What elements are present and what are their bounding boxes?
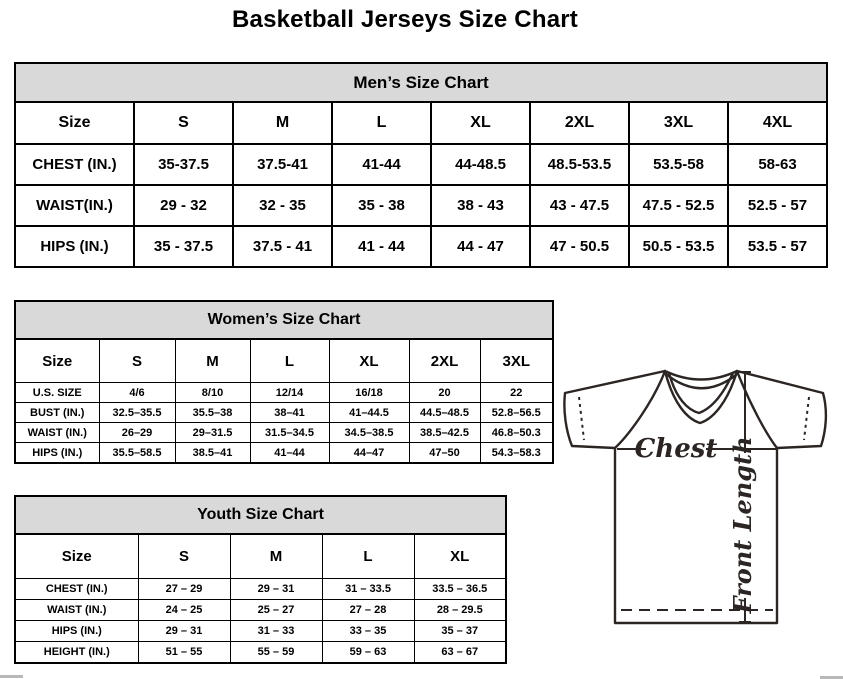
table-row (15, 600, 506, 621)
size-cell: 4/6 (99, 383, 175, 403)
youth-chart-header-band (15, 496, 506, 534)
table-row (15, 226, 827, 267)
size-cell: 41 - 44 (332, 226, 431, 267)
size-cell: 52.8–56.5 (480, 403, 553, 423)
row-label: CHEST (IN.) (15, 144, 134, 185)
size-cell: 24 – 25 (138, 600, 230, 621)
youth-size-chart-table (14, 495, 507, 664)
mens-chart-header-band (15, 63, 827, 102)
mens-col-3xl: 3XL (629, 102, 728, 144)
size-cell: 33.5 – 36.5 (414, 579, 506, 600)
size-cell: 54.3–58.3 (480, 443, 553, 464)
row-label: WAIST(IN.) (15, 185, 134, 226)
youth-col-m: M (230, 534, 322, 579)
size-cell: 29 – 31 (138, 621, 230, 642)
mens-col-s: S (134, 102, 233, 144)
womens-size-chart-table (14, 300, 554, 464)
row-label: HIPS (IN.) (15, 226, 134, 267)
size-cell: 37.5-41 (233, 144, 332, 185)
size-cell: 47–50 (409, 443, 480, 464)
size-cell: 63 – 67 (414, 642, 506, 664)
size-cell: 32.5–35.5 (99, 403, 175, 423)
womens-col-2xl: 2XL (409, 339, 480, 383)
jersey-diagram (555, 358, 843, 643)
size-cell: 33 – 35 (322, 621, 414, 642)
table-row (15, 144, 827, 185)
womens-col-s: S (99, 339, 175, 383)
jersey-right-seam (737, 371, 777, 448)
table-row (15, 383, 553, 403)
size-cell: 50.5 - 53.5 (629, 226, 728, 267)
table-row (15, 642, 506, 664)
size-cell: 22 (480, 383, 553, 403)
womens-col-3xl: 3XL (480, 339, 553, 383)
size-cell: 44.5–48.5 (409, 403, 480, 423)
womens-size-header: Size (15, 339, 99, 383)
table-row (15, 185, 827, 226)
row-label: HIPS (IN.) (15, 621, 138, 642)
size-cell: 35 - 37.5 (134, 226, 233, 267)
row-label: BUST (IN.) (15, 403, 99, 423)
size-cell: 31.5–34.5 (250, 423, 329, 443)
page-title: Basketball Jerseys Size Chart (232, 6, 578, 33)
size-cell: 29 – 31 (230, 579, 322, 600)
mens-col-m: M (233, 102, 332, 144)
size-cell: 58-63 (728, 144, 827, 185)
size-cell: 47 - 50.5 (530, 226, 629, 267)
table-row (15, 423, 553, 443)
mens-size-header: Size (15, 102, 134, 144)
size-cell: 35-37.5 (134, 144, 233, 185)
size-cell: 8/10 (175, 383, 250, 403)
size-cell: 31 – 33.5 (322, 579, 414, 600)
size-cell: 27 – 28 (322, 600, 414, 621)
size-cell: 41–44 (250, 443, 329, 464)
size-cell: 38 - 43 (431, 185, 530, 226)
horizontal-scrollbar-fragment-left[interactable] (0, 675, 23, 678)
size-cell: 35.5–58.5 (99, 443, 175, 464)
jersey-outline (564, 371, 826, 623)
youth-chart-title: Youth Size Chart (15, 496, 506, 534)
size-cell: 35 – 37 (414, 621, 506, 642)
size-cell: 29–31.5 (175, 423, 250, 443)
table-row (15, 403, 553, 423)
size-cell: 38.5–41 (175, 443, 250, 464)
row-label: WAIST (IN.) (15, 600, 138, 621)
chest-label: Chest (634, 434, 718, 464)
size-cell: 47.5 - 52.5 (629, 185, 728, 226)
womens-chart-header-band (15, 301, 553, 339)
row-label: HIPS (IN.) (15, 443, 99, 464)
row-label: CHEST (IN.) (15, 579, 138, 600)
size-cell: 51 – 55 (138, 642, 230, 664)
table-row (15, 621, 506, 642)
row-label: U.S. SIZE (15, 383, 99, 403)
size-cell: 44-48.5 (431, 144, 530, 185)
size-cell: 44–47 (329, 443, 409, 464)
size-cell: 41–44.5 (329, 403, 409, 423)
womens-col-xl: XL (329, 339, 409, 383)
womens-col-l: L (250, 339, 329, 383)
size-cell: 46.8–50.3 (480, 423, 553, 443)
womens-chart-title: Women’s Size Chart (15, 301, 553, 339)
front-length-label: Front Length (728, 436, 757, 614)
size-cell: 29 - 32 (134, 185, 233, 226)
size-cell: 25 – 27 (230, 600, 322, 621)
jersey-left-cuff-dashes (579, 397, 584, 440)
size-cell: 27 – 29 (138, 579, 230, 600)
youth-col-l: L (322, 534, 414, 579)
size-cell: 35 - 38 (332, 185, 431, 226)
size-cell: 52.5 - 57 (728, 185, 827, 226)
mens-col-4xl: 4XL (728, 102, 827, 144)
youth-size-header: Size (15, 534, 138, 579)
jersey-right-cuff-dashes (804, 397, 809, 440)
size-cell: 32 - 35 (233, 185, 332, 226)
size-cell: 37.5 - 41 (233, 226, 332, 267)
size-cell: 28 – 29.5 (414, 600, 506, 621)
size-cell: 38–41 (250, 403, 329, 423)
womens-col-m: M (175, 339, 250, 383)
youth-col-s: S (138, 534, 230, 579)
size-cell: 59 – 63 (322, 642, 414, 664)
size-cell: 26–29 (99, 423, 175, 443)
mens-size-chart-table (14, 62, 828, 268)
row-label: HEIGHT (IN.) (15, 642, 138, 664)
size-cell: 41-44 (332, 144, 431, 185)
youth-column-header-row (15, 534, 506, 579)
mens-chart-title: Men’s Size Chart (15, 63, 827, 102)
size-cell: 38.5–42.5 (409, 423, 480, 443)
mens-column-header-row (15, 102, 827, 144)
size-cell: 43 - 47.5 (530, 185, 629, 226)
table-row (15, 579, 506, 600)
size-cell: 34.5–38.5 (329, 423, 409, 443)
size-cell: 20 (409, 383, 480, 403)
size-cell: 12/14 (250, 383, 329, 403)
size-cell: 53.5 - 57 (728, 226, 827, 267)
table-row (15, 443, 553, 464)
size-cell: 35.5–38 (175, 403, 250, 423)
mens-col-xl: XL (431, 102, 530, 144)
youth-col-xl: XL (414, 534, 506, 579)
mens-col-l: L (332, 102, 431, 144)
womens-column-header-row (15, 339, 553, 383)
row-label: WAIST (IN.) (15, 423, 99, 443)
size-cell: 44 - 47 (431, 226, 530, 267)
size-cell: 16/18 (329, 383, 409, 403)
size-cell: 55 – 59 (230, 642, 322, 664)
size-cell: 53.5-58 (629, 144, 728, 185)
mens-col-2xl: 2XL (530, 102, 629, 144)
size-cell: 31 – 33 (230, 621, 322, 642)
size-cell: 48.5-53.5 (530, 144, 629, 185)
